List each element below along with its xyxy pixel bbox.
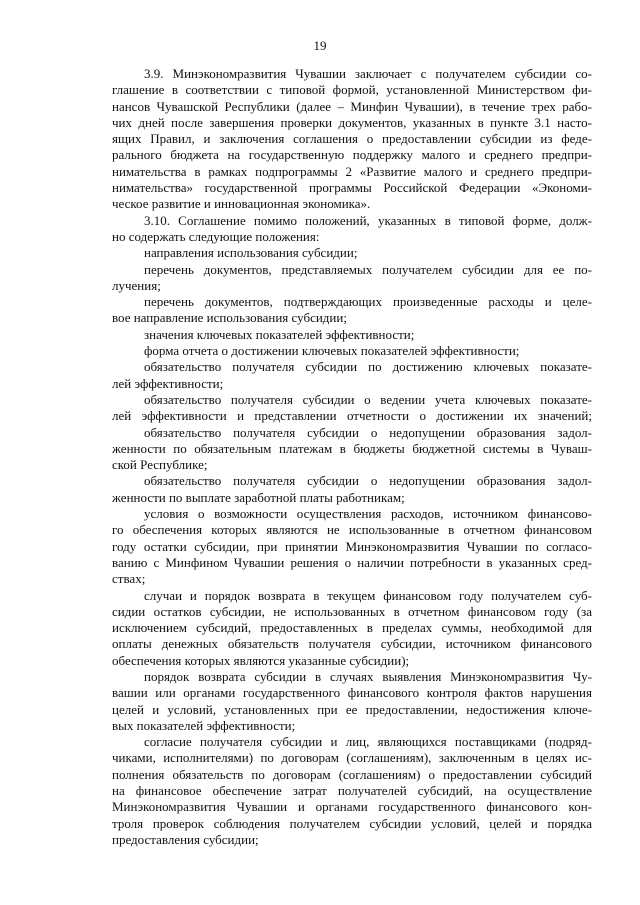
text-line: го обеспечения которых являются не использованные в отчетном финансовом xyxy=(112,522,592,538)
text-line: глашение в соответствии с типовой формой, установленной Министерством фи- xyxy=(112,82,592,98)
text-line: согласие получателя субсидии и лиц, являющихся поставщиками (подряд- xyxy=(144,734,592,750)
text-line: обязательство получателя субсидии о недопущении образования задол- xyxy=(144,424,592,440)
body-text xyxy=(112,66,592,848)
text-line: Минэкономразвития Чувашии и органами государственного финансового кон- xyxy=(112,799,592,815)
text-line: чиками, исполнителями) по договорам (соглашениям), заключенным в целях ис- xyxy=(112,750,592,766)
text-line: женности по обязательным платежам в бюджеты бюджетной системы в Чуваш- xyxy=(112,440,592,456)
text-line: лей эффективности; xyxy=(112,375,224,391)
text-line: обязательство получателя субсидии по достижению ключевых показате- xyxy=(144,359,592,375)
text-line: 3.10. Соглашение помимо положений, указанных в типовой форме, долж- xyxy=(144,212,592,228)
text-line: обеспечения которых являются указанные субсидии); xyxy=(112,652,410,668)
text-line: лей эффективности и представлении отчетности о достижении их значений; xyxy=(112,408,592,424)
text-line: исключением субсидий, предоставленных в пределах суммы, необходимой для xyxy=(112,620,592,636)
text-line: на финансовое обеспечение затрат получателей субсидий, на осуществление xyxy=(112,783,592,799)
text-line: порядок возврата субсидии в случаях выявления Минэкономразвития Чу- xyxy=(144,668,592,684)
text-line: сидии остатков субсидии, не использованных в отчетном финансовом году (за xyxy=(112,603,592,619)
text-line: нимательства» государственной программы Российской Федерации «Экономи- xyxy=(112,180,592,196)
text-line: лучения; xyxy=(112,277,161,293)
text-line: нимательства в рамках подпрограммы 2 «Развитие малого и среднего предпри- xyxy=(112,163,592,179)
text-line: рального бюджета на государственную поддержку малого и среднего предпри- xyxy=(112,147,592,163)
text-line: чих дней после завершения проверки документов, указанных в пункте 3.1 насто- xyxy=(112,114,592,130)
text-line: целей и условий, установленных при ее предоставлении, недостижения ключе- xyxy=(112,701,592,717)
text-line: перечень документов, представляемых получателем субсидии для ее по- xyxy=(144,261,592,277)
text-line: ствах; xyxy=(112,571,146,587)
text-line: нансов Чувашской Республики (далее – Минфин Чувашии), в течение трех рабо- xyxy=(112,98,592,114)
text-line: обязательство получателя субсидии о ведении учета ключевых показате- xyxy=(144,391,592,407)
text-line: вое направление использования субсидии; xyxy=(112,310,347,326)
text-line: троля проверок соблюдения получателем субсидии условий, целей и порядка xyxy=(112,815,592,831)
text-line: ящих Правил, и заключения соглашения о предоставлении субсидии из феде- xyxy=(112,131,592,147)
text-line: предоставления субсидии; xyxy=(112,831,259,847)
text-line: но содержать следующие положения: xyxy=(112,228,320,244)
text-line: 3.9. Минэкономразвития Чувашии заключает с получателем субсидии со- xyxy=(144,66,592,81)
text-line: ческое развитие и инновационная экономика». xyxy=(112,196,371,212)
text-line: вых показателей эффективности; xyxy=(112,717,296,733)
text-line: форма отчета о достижении ключевых показателей эффективности; xyxy=(144,343,520,359)
text-line: году остатки субсидии, при принятии Минэкономразвития Чувашии по согласо- xyxy=(112,538,592,554)
text-line: ской Республике; xyxy=(112,457,208,473)
page-number: 19 xyxy=(313,38,327,53)
text-line: перечень документов, подтверждающих произведенные расходы и целе- xyxy=(144,294,592,310)
text-line: оплаты денежных обязательств получателя субсидии, источником финансового xyxy=(112,636,592,652)
text-line: женности по выплате заработной платы работникам; xyxy=(112,489,405,505)
text-line: направления использования субсидии; xyxy=(144,245,358,261)
text-line: условия о возможности осуществления расходов, источником финансово- xyxy=(144,506,592,522)
text-line: полнения обязательств по договорам (соглашениям) о предоставлении субсидий xyxy=(112,766,592,782)
text-line: ванию с Минфином Чувашии решения о наличии потребности в указанных сред- xyxy=(112,554,592,570)
text-line: случаи и порядок возврата в текущем финансовом году получателем суб- xyxy=(144,587,592,603)
text-line: вашии или органами государственного финансового контроля фактов нарушения xyxy=(112,685,592,701)
text-line: значения ключевых показателей эффективности; xyxy=(144,326,415,342)
text-line: обязательство получателя субсидии о недопущении образования задол- xyxy=(144,473,592,489)
